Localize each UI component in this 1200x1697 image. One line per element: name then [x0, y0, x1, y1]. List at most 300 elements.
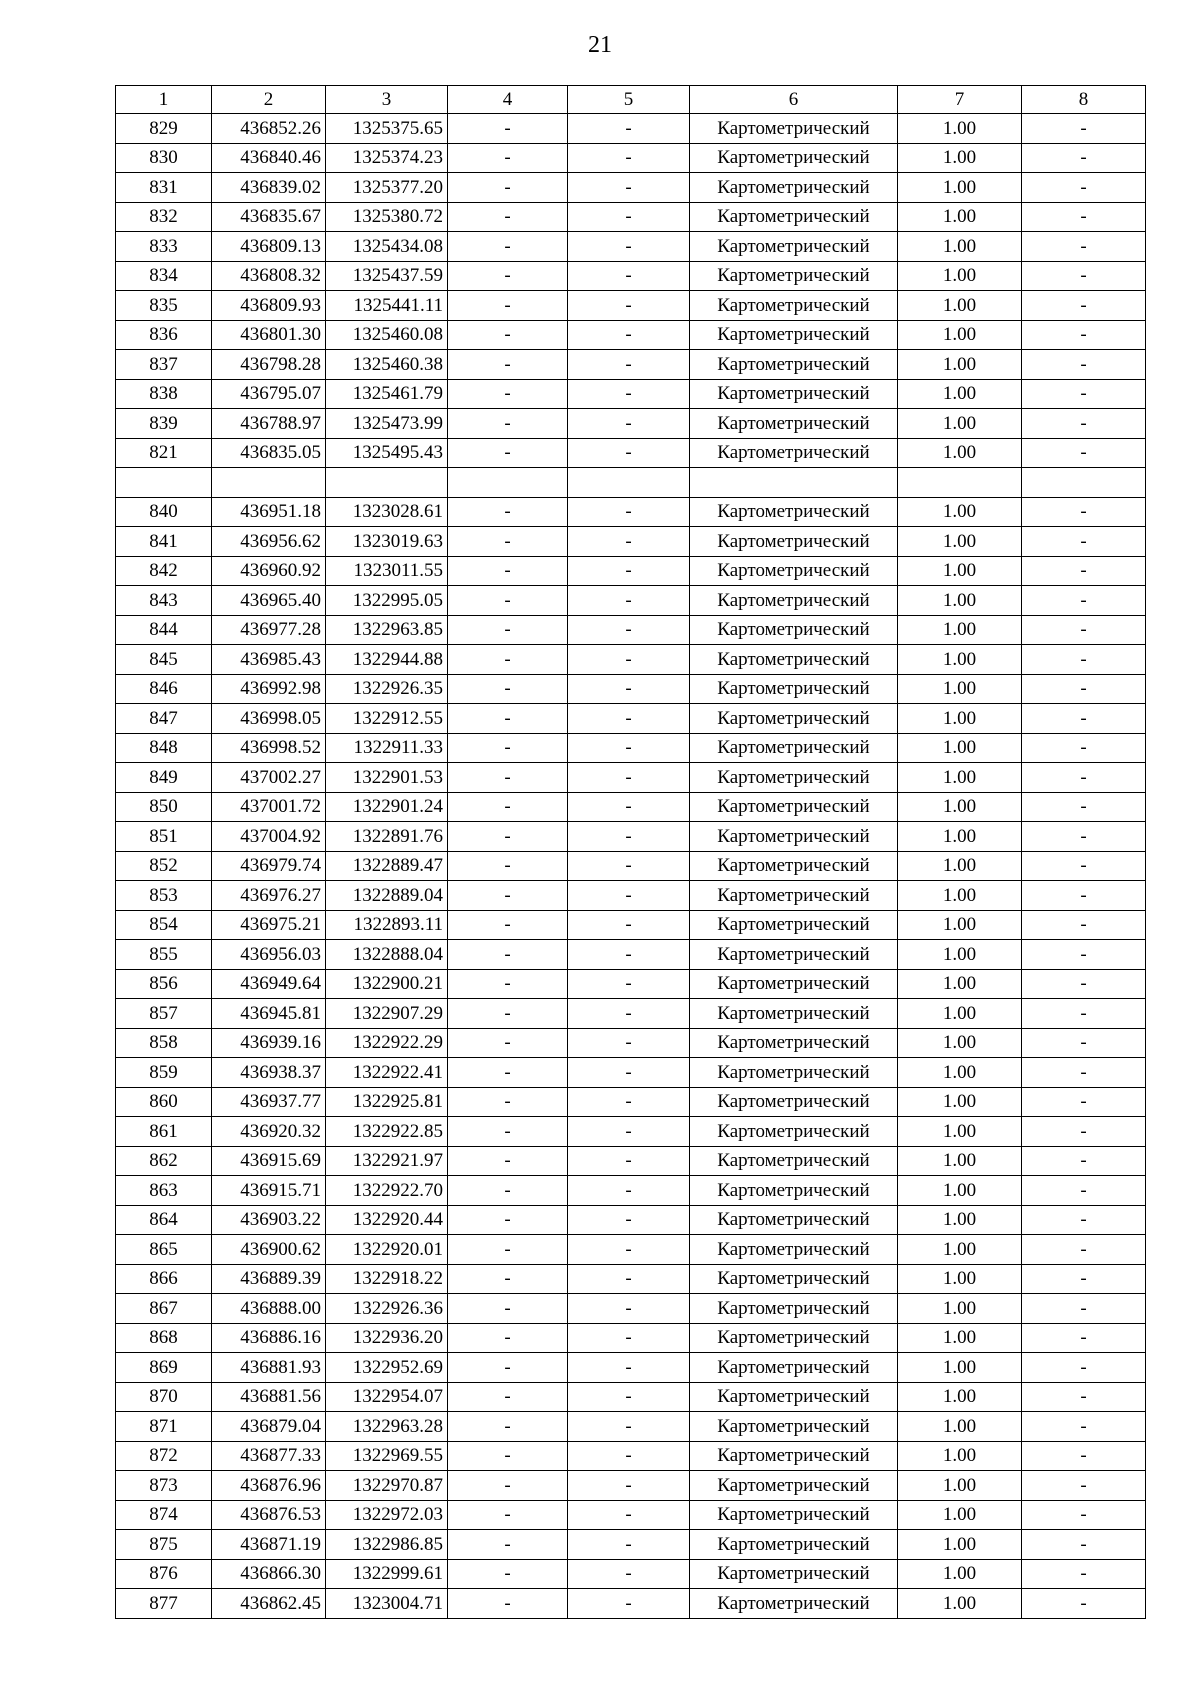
column-5-cell: - [568, 792, 690, 822]
table-row [116, 1471, 1146, 1501]
accuracy-cell: 1.00 [898, 615, 1022, 645]
column-4-cell: - [448, 409, 568, 439]
column-5-cell: - [568, 1441, 690, 1471]
coordinates-table [115, 85, 1146, 1619]
column-4-cell: - [448, 1353, 568, 1383]
y-coordinate-cell: 1322911.33 [326, 733, 448, 763]
accuracy-cell: 1.00 [898, 1028, 1022, 1058]
accuracy-cell: 1.00 [898, 1146, 1022, 1176]
column-4-cell: - [448, 556, 568, 586]
column-header: 3 [326, 86, 448, 114]
point-number-cell: 837 [116, 350, 212, 380]
x-coordinate-cell: 436876.96 [212, 1471, 326, 1501]
table-row [116, 1589, 1146, 1619]
column-5-cell: - [568, 173, 690, 203]
point-number-cell: 832 [116, 202, 212, 232]
point-number-cell: 841 [116, 527, 212, 557]
point-number-cell: 853 [116, 881, 212, 911]
y-coordinate-cell: 1322936.20 [326, 1323, 448, 1353]
column-5-cell: - [568, 1235, 690, 1265]
point-number-cell: 856 [116, 969, 212, 999]
column-5-cell: - [568, 1530, 690, 1560]
y-coordinate-cell: 1322963.85 [326, 615, 448, 645]
point-number-cell: 829 [116, 114, 212, 144]
accuracy-cell: 1.00 [898, 1500, 1022, 1530]
point-number-cell: 867 [116, 1294, 212, 1324]
column-8-cell: - [1022, 1412, 1146, 1442]
method-cell: Картометрический [690, 1028, 898, 1058]
method-cell: Картометрический [690, 674, 898, 704]
y-coordinate-cell: 1325374.23 [326, 143, 448, 173]
table-row [116, 497, 1146, 527]
column-5-cell: - [568, 615, 690, 645]
column-8-cell: - [1022, 969, 1146, 999]
method-cell: Картометрический [690, 409, 898, 439]
x-coordinate-cell: 436871.19 [212, 1530, 326, 1560]
accuracy-cell: 1.00 [898, 999, 1022, 1029]
y-coordinate-cell: 1325375.65 [326, 114, 448, 144]
method-cell: Картометрический [690, 291, 898, 321]
table-row [116, 438, 1146, 468]
column-4-cell: - [448, 1589, 568, 1619]
column-5-cell: - [568, 438, 690, 468]
x-coordinate-cell: 436979.74 [212, 851, 326, 881]
column-8-cell: - [1022, 1087, 1146, 1117]
table-row [116, 733, 1146, 763]
column-header: 2 [212, 86, 326, 114]
table-row [116, 1058, 1146, 1088]
y-coordinate-cell: 1322901.24 [326, 792, 448, 822]
column-4-cell: - [448, 1323, 568, 1353]
table-row [116, 556, 1146, 586]
accuracy-cell: 1.00 [898, 1176, 1022, 1206]
method-cell: Картометрический [690, 1117, 898, 1147]
table-row [116, 1353, 1146, 1383]
method-cell: Картометрический [690, 910, 898, 940]
method-cell: Картометрический [690, 1264, 898, 1294]
table-row [116, 1087, 1146, 1117]
accuracy-cell: 1.00 [898, 1087, 1022, 1117]
column-5-cell: - [568, 674, 690, 704]
x-coordinate-cell: 436879.04 [212, 1412, 326, 1442]
y-coordinate-cell: 1325460.38 [326, 350, 448, 380]
y-coordinate-cell: 1325380.72 [326, 202, 448, 232]
method-cell [690, 468, 898, 498]
method-cell: Картометрический [690, 792, 898, 822]
table-row [116, 763, 1146, 793]
table-row [116, 1323, 1146, 1353]
method-cell: Картометрический [690, 999, 898, 1029]
y-coordinate-cell: 1322944.88 [326, 645, 448, 675]
column-4-cell: - [448, 291, 568, 321]
accuracy-cell: 1.00 [898, 202, 1022, 232]
table-row [116, 320, 1146, 350]
accuracy-cell: 1.00 [898, 143, 1022, 173]
column-5-cell: - [568, 379, 690, 409]
column-8-cell: - [1022, 940, 1146, 970]
column-8-cell: - [1022, 379, 1146, 409]
x-coordinate-cell: 436975.21 [212, 910, 326, 940]
accuracy-cell: 1.00 [898, 881, 1022, 911]
point-number-cell: 834 [116, 261, 212, 291]
method-cell: Картометрический [690, 438, 898, 468]
column-4-cell: - [448, 763, 568, 793]
table-body [116, 114, 1146, 1619]
point-number-cell: 865 [116, 1235, 212, 1265]
point-number-cell: 831 [116, 173, 212, 203]
column-8-cell: - [1022, 114, 1146, 144]
column-4-cell: - [448, 1176, 568, 1206]
table-row [116, 586, 1146, 616]
table-row [116, 792, 1146, 822]
column-5-cell: - [568, 822, 690, 852]
column-5-cell: - [568, 527, 690, 557]
column-8-cell: - [1022, 261, 1146, 291]
column-8-cell: - [1022, 674, 1146, 704]
y-coordinate-cell: 1322920.44 [326, 1205, 448, 1235]
column-4-cell: - [448, 586, 568, 616]
accuracy-cell: 1.00 [898, 438, 1022, 468]
point-number-cell: 843 [116, 586, 212, 616]
column-header: 7 [898, 86, 1022, 114]
column-5-cell: - [568, 969, 690, 999]
column-8-cell: - [1022, 1500, 1146, 1530]
point-number-cell: 876 [116, 1559, 212, 1589]
column-8-cell: - [1022, 438, 1146, 468]
accuracy-cell: 1.00 [898, 822, 1022, 852]
x-coordinate-cell: 436798.28 [212, 350, 326, 380]
method-cell: Картометрический [690, 114, 898, 144]
method-cell: Картометрический [690, 1058, 898, 1088]
column-4-cell: - [448, 1500, 568, 1530]
column-5-cell: - [568, 851, 690, 881]
column-5-cell: - [568, 409, 690, 439]
accuracy-cell: 1.00 [898, 763, 1022, 793]
method-cell: Картометрический [690, 1176, 898, 1206]
column-4-cell: - [448, 1294, 568, 1324]
column-8-cell: - [1022, 320, 1146, 350]
x-coordinate-cell: 436886.16 [212, 1323, 326, 1353]
accuracy-cell: 1.00 [898, 733, 1022, 763]
y-coordinate-cell: 1322912.55 [326, 704, 448, 734]
accuracy-cell: 1.00 [898, 1530, 1022, 1560]
table-row [116, 1205, 1146, 1235]
column-4-cell: - [448, 1471, 568, 1501]
point-number-cell: 850 [116, 792, 212, 822]
column-4-cell: - [448, 497, 568, 527]
table-row [116, 1028, 1146, 1058]
x-coordinate-cell: 436889.39 [212, 1264, 326, 1294]
table-row [116, 143, 1146, 173]
y-coordinate-cell: 1322954.07 [326, 1382, 448, 1412]
y-coordinate-cell [326, 468, 448, 498]
x-coordinate-cell: 436840.46 [212, 143, 326, 173]
y-coordinate-cell: 1325473.99 [326, 409, 448, 439]
column-4-cell: - [448, 1146, 568, 1176]
y-coordinate-cell: 1323019.63 [326, 527, 448, 557]
column-4-cell: - [448, 674, 568, 704]
column-5-cell: - [568, 320, 690, 350]
point-number-cell: 821 [116, 438, 212, 468]
column-5-cell: - [568, 586, 690, 616]
method-cell: Картометрический [690, 261, 898, 291]
method-cell: Картометрический [690, 1205, 898, 1235]
x-coordinate-cell: 436881.56 [212, 1382, 326, 1412]
column-header: 1 [116, 86, 212, 114]
method-cell: Картометрический [690, 1323, 898, 1353]
column-8-cell: - [1022, 409, 1146, 439]
point-number-cell: 833 [116, 232, 212, 262]
method-cell: Картометрический [690, 556, 898, 586]
table-row [116, 527, 1146, 557]
point-number-cell: 852 [116, 851, 212, 881]
column-4-cell: - [448, 379, 568, 409]
column-8-cell: - [1022, 291, 1146, 321]
point-number-cell: 862 [116, 1146, 212, 1176]
accuracy-cell: 1.00 [898, 1441, 1022, 1471]
point-number-cell: 869 [116, 1353, 212, 1383]
y-coordinate-cell: 1322926.36 [326, 1294, 448, 1324]
column-8-cell: - [1022, 1294, 1146, 1324]
y-coordinate-cell: 1322922.29 [326, 1028, 448, 1058]
column-8-cell: - [1022, 1264, 1146, 1294]
column-8-cell: - [1022, 527, 1146, 557]
column-8-cell: - [1022, 1117, 1146, 1147]
x-coordinate-cell: 436939.16 [212, 1028, 326, 1058]
column-8-cell: - [1022, 1146, 1146, 1176]
method-cell: Картометрический [690, 527, 898, 557]
y-coordinate-cell: 1322952.69 [326, 1353, 448, 1383]
accuracy-cell: 1.00 [898, 1323, 1022, 1353]
column-4-cell: - [448, 822, 568, 852]
column-4-cell: - [448, 143, 568, 173]
x-coordinate-cell: 436809.93 [212, 291, 326, 321]
column-4-cell: - [448, 173, 568, 203]
x-coordinate-cell: 436835.67 [212, 202, 326, 232]
y-coordinate-cell: 1322901.53 [326, 763, 448, 793]
column-5-cell: - [568, 1205, 690, 1235]
x-coordinate-cell: 436998.52 [212, 733, 326, 763]
table-row [116, 881, 1146, 911]
x-coordinate-cell: 436808.32 [212, 261, 326, 291]
point-number-cell: 842 [116, 556, 212, 586]
column-5-cell: - [568, 1412, 690, 1442]
x-coordinate-cell: 436976.27 [212, 881, 326, 911]
table-row [116, 999, 1146, 1029]
column-8-cell: - [1022, 143, 1146, 173]
accuracy-cell: 1.00 [898, 1559, 1022, 1589]
column-5-cell: - [568, 1117, 690, 1147]
method-cell: Картометрический [690, 497, 898, 527]
column-8-cell: - [1022, 645, 1146, 675]
column-5-cell: - [568, 645, 690, 675]
column-5-cell: - [568, 999, 690, 1029]
point-number-cell: 844 [116, 615, 212, 645]
point-number-cell: 864 [116, 1205, 212, 1235]
table-row [116, 910, 1146, 940]
x-coordinate-cell: 436809.13 [212, 232, 326, 262]
y-coordinate-cell: 1322893.11 [326, 910, 448, 940]
column-4-cell: - [448, 704, 568, 734]
column-4-cell: - [448, 940, 568, 970]
method-cell: Картометрический [690, 940, 898, 970]
method-cell: Картометрический [690, 350, 898, 380]
point-number-cell: 874 [116, 1500, 212, 1530]
x-coordinate-cell: 436956.62 [212, 527, 326, 557]
column-8-cell: - [1022, 733, 1146, 763]
method-cell: Картометрический [690, 851, 898, 881]
x-coordinate-cell: 436852.26 [212, 114, 326, 144]
column-8-cell: - [1022, 556, 1146, 586]
table-row [116, 468, 1146, 498]
y-coordinate-cell: 1322922.41 [326, 1058, 448, 1088]
method-cell: Картометрический [690, 733, 898, 763]
x-coordinate-cell: 436881.93 [212, 1353, 326, 1383]
column-8-cell: - [1022, 999, 1146, 1029]
point-number-cell: 830 [116, 143, 212, 173]
accuracy-cell: 1.00 [898, 232, 1022, 262]
column-5-cell: - [568, 1353, 690, 1383]
column-5-cell: - [568, 1264, 690, 1294]
column-5-cell: - [568, 291, 690, 321]
column-5-cell: - [568, 1500, 690, 1530]
point-number-cell: 835 [116, 291, 212, 321]
point-number-cell: 855 [116, 940, 212, 970]
x-coordinate-cell: 436949.64 [212, 969, 326, 999]
y-coordinate-cell: 1325434.08 [326, 232, 448, 262]
accuracy-cell: 1.00 [898, 556, 1022, 586]
x-coordinate-cell: 436788.97 [212, 409, 326, 439]
point-number-cell: 848 [116, 733, 212, 763]
table-row [116, 615, 1146, 645]
accuracy-cell: 1.00 [898, 674, 1022, 704]
point-number-cell: 872 [116, 1441, 212, 1471]
y-coordinate-cell: 1322920.01 [326, 1235, 448, 1265]
column-4-cell: - [448, 1530, 568, 1560]
accuracy-cell: 1.00 [898, 586, 1022, 616]
y-coordinate-cell: 1322921.97 [326, 1146, 448, 1176]
column-5-cell: - [568, 1589, 690, 1619]
method-cell: Картометрический [690, 704, 898, 734]
point-number-cell: 840 [116, 497, 212, 527]
accuracy-cell: 1.00 [898, 409, 1022, 439]
point-number-cell: 863 [116, 1176, 212, 1206]
column-8-cell: - [1022, 1559, 1146, 1589]
table-row [116, 1500, 1146, 1530]
point-number-cell: 846 [116, 674, 212, 704]
point-number-cell: 866 [116, 1264, 212, 1294]
accuracy-cell: 1.00 [898, 792, 1022, 822]
method-cell: Картометрический [690, 1146, 898, 1176]
table-row [116, 940, 1146, 970]
method-cell: Картометрический [690, 1441, 898, 1471]
column-8-cell: - [1022, 232, 1146, 262]
table-row [116, 350, 1146, 380]
x-coordinate-cell: 436876.53 [212, 1500, 326, 1530]
column-5-cell [568, 468, 690, 498]
method-cell: Картометрический [690, 822, 898, 852]
y-coordinate-cell: 1322972.03 [326, 1500, 448, 1530]
table-row [116, 291, 1146, 321]
method-cell: Картометрический [690, 202, 898, 232]
point-number-cell: 860 [116, 1087, 212, 1117]
y-coordinate-cell: 1325460.08 [326, 320, 448, 350]
column-8-cell: - [1022, 792, 1146, 822]
column-4-cell: - [448, 438, 568, 468]
method-cell: Картометрический [690, 1382, 898, 1412]
column-4-cell: - [448, 881, 568, 911]
point-number-cell: 877 [116, 1589, 212, 1619]
column-8-cell: - [1022, 1235, 1146, 1265]
y-coordinate-cell: 1322963.28 [326, 1412, 448, 1442]
column-4-cell: - [448, 261, 568, 291]
table-row [116, 704, 1146, 734]
column-4-cell: - [448, 1205, 568, 1235]
accuracy-cell: 1.00 [898, 851, 1022, 881]
x-coordinate-cell: 437001.72 [212, 792, 326, 822]
table-row [116, 1176, 1146, 1206]
x-coordinate-cell: 436835.05 [212, 438, 326, 468]
method-cell: Картометрический [690, 969, 898, 999]
column-4-cell: - [448, 999, 568, 1029]
column-4-cell: - [448, 1412, 568, 1442]
point-number-cell: 857 [116, 999, 212, 1029]
column-5-cell: - [568, 202, 690, 232]
y-coordinate-cell: 1322986.85 [326, 1530, 448, 1560]
accuracy-cell: 1.00 [898, 114, 1022, 144]
method-cell: Картометрический [690, 1294, 898, 1324]
y-coordinate-cell: 1322925.81 [326, 1087, 448, 1117]
column-8-cell: - [1022, 586, 1146, 616]
column-5-cell: - [568, 497, 690, 527]
method-cell: Картометрический [690, 1235, 898, 1265]
method-cell: Картометрический [690, 1589, 898, 1619]
table-row [116, 674, 1146, 704]
column-5-cell: - [568, 1028, 690, 1058]
column-5-cell: - [568, 232, 690, 262]
x-coordinate-cell: 436951.18 [212, 497, 326, 527]
column-8-cell: - [1022, 822, 1146, 852]
point-number-cell: 870 [116, 1382, 212, 1412]
accuracy-cell: 1.00 [898, 1353, 1022, 1383]
column-8-cell: - [1022, 1058, 1146, 1088]
column-4-cell: - [448, 1382, 568, 1412]
method-cell: Картометрический [690, 1412, 898, 1442]
x-coordinate-cell: 436903.22 [212, 1205, 326, 1235]
accuracy-cell: 1.00 [898, 1589, 1022, 1619]
x-coordinate-cell: 436977.28 [212, 615, 326, 645]
column-4-cell: - [448, 733, 568, 763]
y-coordinate-cell: 1322999.61 [326, 1559, 448, 1589]
table-row [116, 851, 1146, 881]
column-5-cell: - [568, 1559, 690, 1589]
method-cell: Картометрический [690, 232, 898, 262]
column-5-cell: - [568, 1323, 690, 1353]
y-coordinate-cell: 1322922.85 [326, 1117, 448, 1147]
column-4-cell: - [448, 232, 568, 262]
column-5-cell: - [568, 940, 690, 970]
x-coordinate-cell: 437004.92 [212, 822, 326, 852]
column-header: 5 [568, 86, 690, 114]
column-5-cell: - [568, 704, 690, 734]
column-5-cell: - [568, 1471, 690, 1501]
accuracy-cell: 1.00 [898, 1058, 1022, 1088]
y-coordinate-cell: 1322922.70 [326, 1176, 448, 1206]
x-coordinate-cell [212, 468, 326, 498]
column-header: 8 [1022, 86, 1146, 114]
accuracy-cell: 1.00 [898, 497, 1022, 527]
method-cell: Картометрический [690, 1471, 898, 1501]
